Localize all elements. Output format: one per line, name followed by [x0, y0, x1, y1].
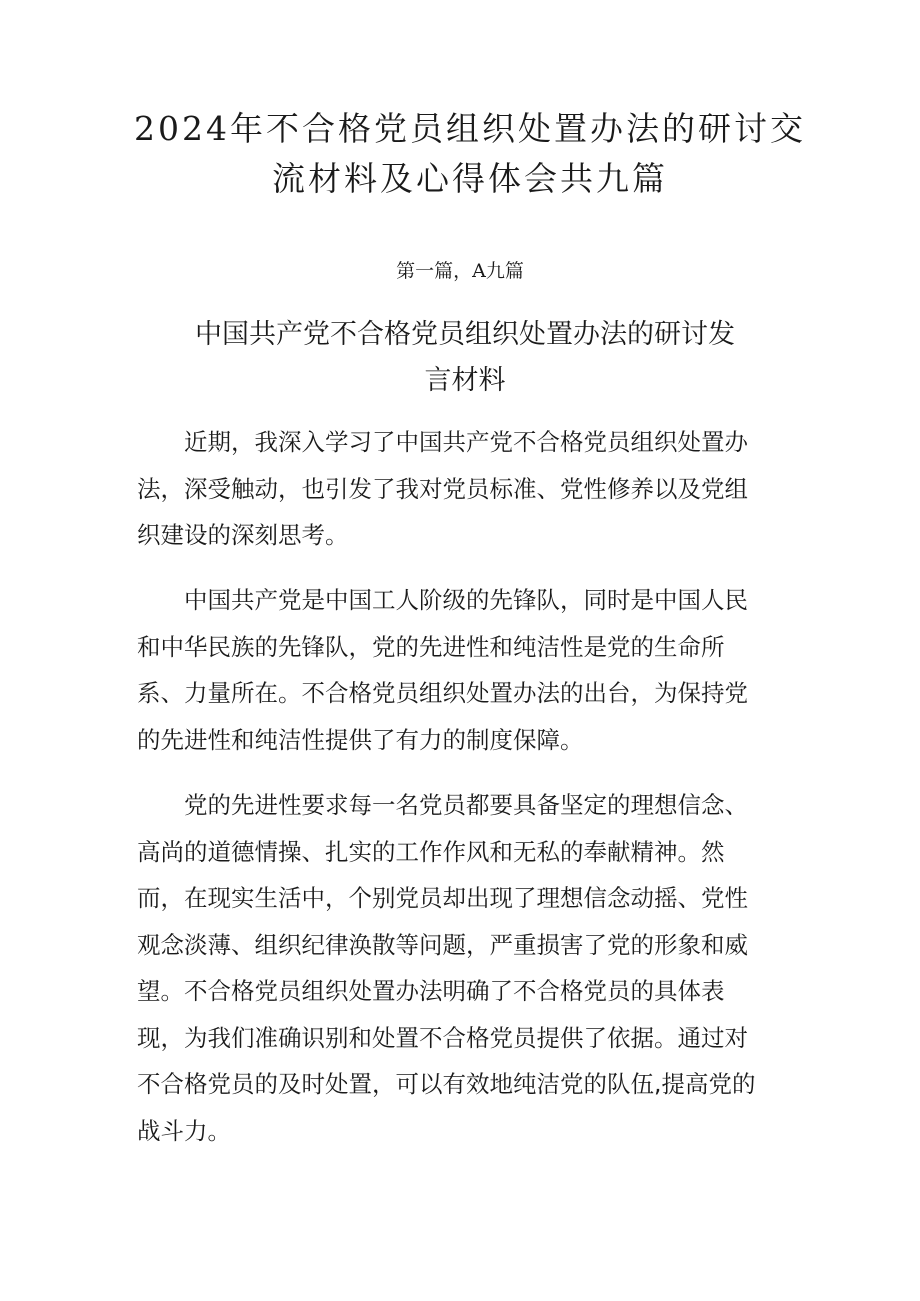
paragraph-line: 现，为我们准确识别和处置不合格党员提供了依据。通过对 [137, 1023, 748, 1052]
paragraph-line: 法，深受触动，也引发了我对党员标准、党性修养以及党组 [137, 474, 748, 503]
paragraph-line: 织建设的深刻思考。 [137, 521, 349, 549]
paragraph-line: 不合格党员的及时处置，可以有效地纯洁党的队伍,提高党的 [137, 1070, 756, 1098]
body-paragraph [137, 577, 797, 763]
paragraph-line: 而，在现实生活中，个别党员却出现了理想信念动摇、党性 [137, 884, 748, 912]
paragraph-line: 战斗力。 [137, 1116, 231, 1145]
document-title-line: 2024年不合格党员组织处置办法的研讨交 [134, 109, 806, 148]
paragraph-line: 高尚的道德情操、扎实的工作作风和无私的奉献精神。然 [137, 837, 725, 866]
paragraph-line: 近期，我深入学习了中国共产党不合格党员组织处置办 [184, 428, 748, 456]
document-title [120, 104, 820, 204]
paragraph-line: 和中华民族的先锋队，党的先进性和纯洁性是党的生命所 [137, 632, 725, 661]
paragraph-line: 系、力量所在。不合格党员组织处置办法的出台，为保持党 [137, 679, 748, 707]
article-title [140, 312, 790, 404]
article-title-line: 言材料 [424, 365, 506, 396]
paragraph-line: 中国共产党是中国工人阶级的先锋队，同时是中国人民 [184, 586, 748, 614]
paragraph-line: 观念淡薄、组织纪律涣散等问题，严重损害了党的形象和威 [137, 930, 748, 959]
paragraph-line: 望。不合格党员组织处置办法明确了不合格党员的具体表 [137, 977, 725, 1005]
body-paragraph [137, 419, 797, 559]
paragraph-line: 党的先进性要求每一名党员都要具备坚定的理想信念、 [184, 791, 748, 819]
paragraph-line: 的先进性和纯洁性提供了有力的制度保障。 [137, 725, 584, 754]
body-paragraph [137, 782, 797, 1154]
document-title-line: 流材料及心得体会共九篇 [272, 159, 668, 198]
article-title-line: 中国共产党不合格党员组织处置办法的研讨发 [195, 319, 735, 350]
section-label: 第一篇，A九篇 [396, 260, 524, 282]
